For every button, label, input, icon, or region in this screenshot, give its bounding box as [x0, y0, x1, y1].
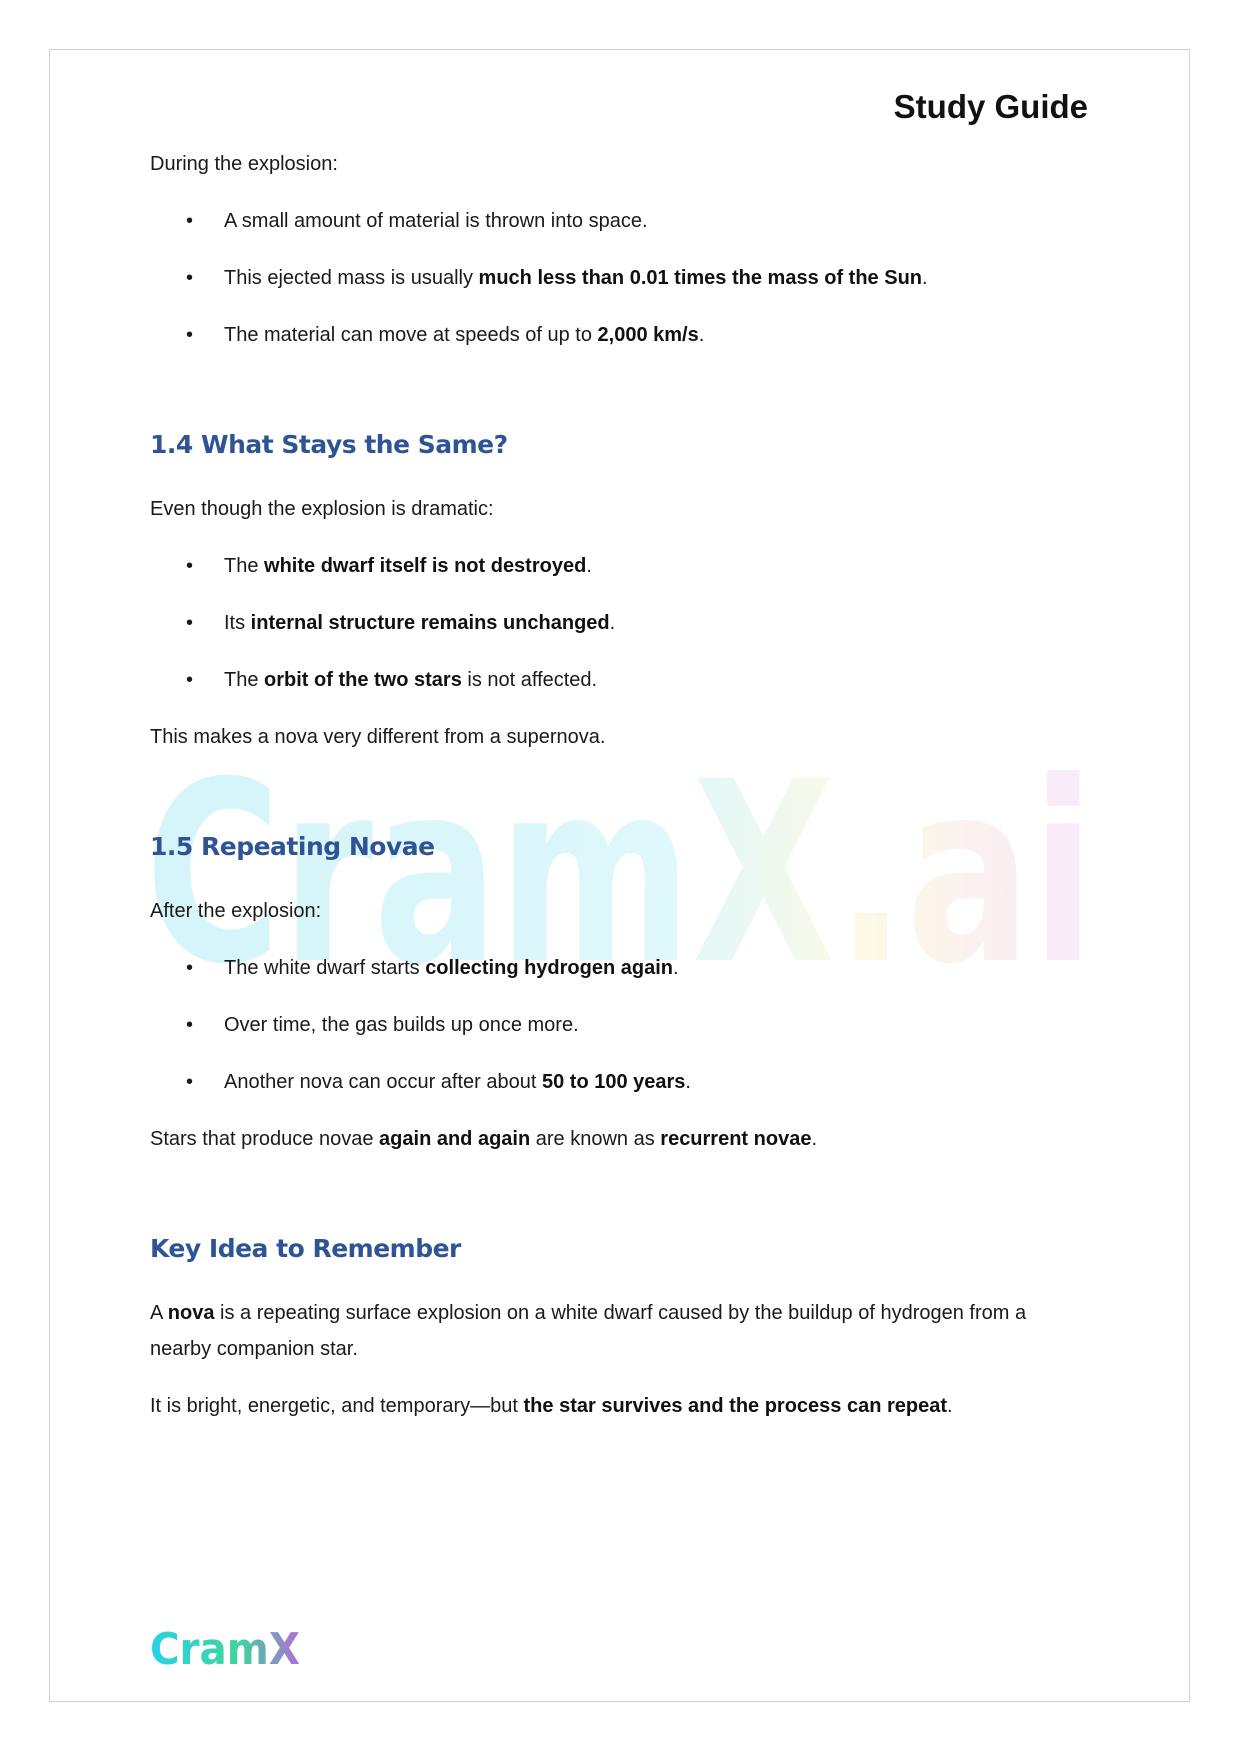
- section-heading-key-idea: Key Idea to Remember: [150, 1234, 461, 1263]
- list-item: • The material can move at speeds of up to 2,000 km/s.: [150, 317, 1090, 353]
- bullet-icon: •: [186, 555, 194, 577]
- logo-text: CramX: [150, 1624, 300, 1672]
- bullet-icon: •: [186, 267, 194, 289]
- section-1-5-lead: After the explosion:: [150, 900, 322, 922]
- bullet-icon: •: [186, 612, 194, 634]
- section-1-5-bullet-list: [150, 950, 1090, 1100]
- bullet-icon: •: [186, 669, 194, 691]
- watermark-text: CramX.ai: [145, 745, 1095, 1005]
- section-heading-1-5: 1.5 Repeating Novae: [150, 832, 435, 861]
- bullet-icon: •: [186, 324, 194, 346]
- key-idea-paragraph-2: It is bright, energetic, and temporary—but the star survives and the process can repeat.: [150, 1395, 953, 1417]
- list-item: • Its internal structure remains unchanged.: [150, 605, 1090, 641]
- section-1-5-closing: Stars that produce novae again and again are known as recurrent novae.: [150, 1128, 818, 1150]
- section-1-4-bullet-list: [150, 548, 1090, 698]
- intro-bullet-list: [150, 203, 1090, 353]
- section-1-4-closing: This makes a nova very different from a supernova.: [150, 726, 606, 748]
- list-item: • The orbit of the two stars is not affected.: [150, 662, 1090, 698]
- bullet-icon: •: [186, 1071, 194, 1093]
- cramx-logo: [150, 1624, 300, 1672]
- section-heading-1-4: 1.4 What Stays the Same?: [150, 430, 508, 459]
- intro-lead: During the explosion:: [150, 153, 338, 175]
- list-item: • This ejected mass is usually much less than 0.01 times the mass of the Sun.: [150, 260, 1090, 296]
- document-body: [150, 146, 1090, 1445]
- bullet-icon: •: [186, 1014, 194, 1036]
- list-item: • Over time, the gas builds up once more.: [150, 1007, 1090, 1043]
- list-item: • Another nova can occur after about 50 to 100 years.: [150, 1064, 1090, 1100]
- key-idea-paragraph-1: A nova is a repeating surface explosion on a white dwarf caused by the buildup of hydrogen from a nearby companion star.: [150, 1302, 1027, 1360]
- list-item: • The white dwarf itself is not destroyed.: [150, 548, 1090, 584]
- list-item: • A small amount of material is thrown into space.: [150, 203, 1090, 239]
- section-1-4-lead: Even though the explosion is dramatic:: [150, 498, 494, 520]
- bullet-icon: •: [186, 210, 194, 232]
- bullet-icon: •: [186, 957, 194, 979]
- list-item: • The white dwarf starts collecting hydrogen again.: [150, 950, 1090, 986]
- page-title: Study Guide: [893, 88, 1088, 125]
